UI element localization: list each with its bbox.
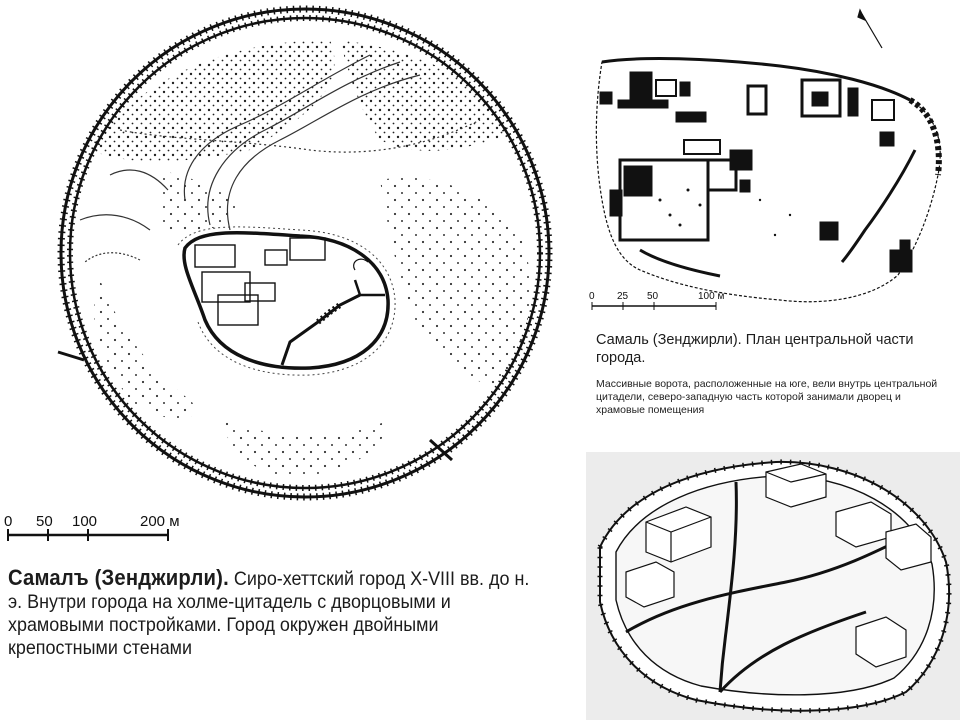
- main-caption-lead: Самалъ (Зенджирли).: [8, 565, 229, 590]
- main-caption-body: Сиро-хеттский город X-VIII вв. до н. э. Внутри города на холме-цитадель с дворцовыми и храмовыми постройками. Город окружен двойными крепостными стенами: [8, 568, 530, 659]
- scale-bar: [4, 513, 180, 541]
- scale-label: 0: [4, 513, 13, 530]
- scale-label: 100: [72, 513, 98, 530]
- plan-scale-label: 0: [589, 291, 595, 302]
- plan-scale-label: 50: [647, 291, 659, 302]
- north-arrow-icon: [858, 10, 882, 48]
- scale-label: 200 м: [140, 513, 180, 530]
- plan-scale-label: 100 м: [698, 291, 725, 302]
- plan-description: Массивные ворота, расположенные на юге, вели внутрь центральной цитадели, северо-западную часть которой занимали дворец и храмовые помещения: [596, 378, 938, 416]
- plan-scale-bar: [589, 291, 724, 310]
- central-plan-diagram: [580, 0, 960, 320]
- city-plan-diagram: [0, 0, 580, 560]
- plan-caption: Самаль (Зенджирли). План центральной части города.: [596, 332, 914, 366]
- citadel: [178, 227, 395, 375]
- plan-scale-label: 25: [617, 291, 629, 302]
- isometric-reconstruction-diagram: [586, 452, 960, 720]
- main-caption: [8, 566, 540, 660]
- scale-label: 50: [36, 513, 53, 530]
